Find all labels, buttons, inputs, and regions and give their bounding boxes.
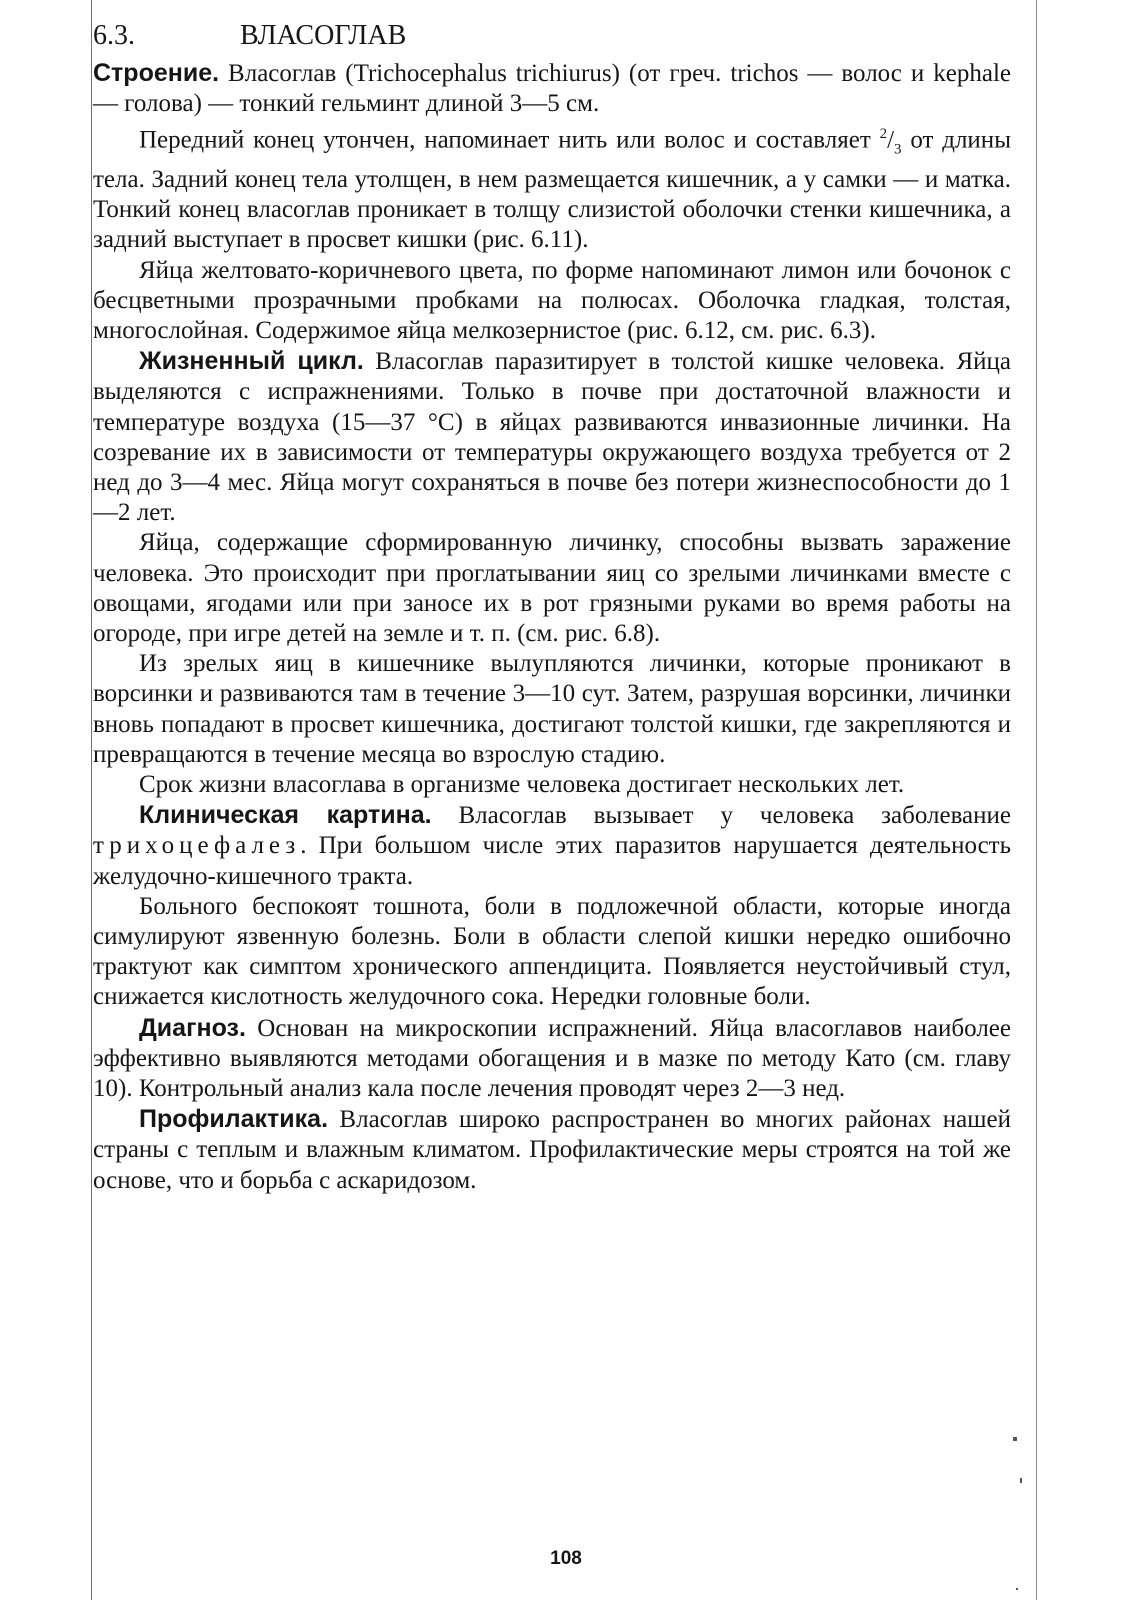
page-edge-right (1036, 0, 1037, 1600)
text-run: Основан на микроскопии испражнений. Яйца власоглавов наиболее эффективно выявляются методами обогащения и в мазке по методу Като (см. главу 10). Контрольный анализ кала после лечения проводят через 2—3 нед. (93, 1014, 1011, 1103)
text-run: / (887, 126, 895, 154)
paragraph (93, 346, 1011, 528)
paragraph (93, 119, 1011, 255)
text-run: Яйца, содержащие сформированную личинку, способны вызвать заражение человека. Это происходит при проглатывании яиц со зрелыми личинками вместе с овощами, ягодами или при заносе их в рот грязными руками во время работы на огороде, при игре детей на земле и т. п. (см. рис. 6.8). (93, 529, 1011, 647)
paragraph (93, 1104, 1011, 1196)
text-run: Власоглав вызывает у человека заболевание (431, 802, 1011, 830)
fraction-part: 2 (879, 126, 888, 143)
paragraph (93, 800, 1011, 892)
run-in-heading: Диагноз. (139, 1013, 246, 1042)
section-title: ВЛАСОГЛАВ (240, 20, 407, 51)
paragraph (93, 58, 1011, 119)
text-run: Срок жизни власоглава в организме человека достигает нескольких лет. (139, 771, 905, 798)
text-run: Яйца желтовато-коричневого цвета, по форме напоминают лимон или бочонок с бесцветными прозрачными пробками на полюсах. Оболочка гладкая, толстая, многослойная. Содержимое яйца мелкозернистое (рис. 6.12, см. рис. 6.3). (93, 256, 1011, 344)
spaced-term: трихоцефалез (93, 832, 301, 860)
text-run: . При большом числе этих паразитов нарушается деятельность желудочно-кишечного тракта. (93, 832, 1011, 890)
text-run: от длины тела. Задний конец тела утолщен, в нем размещается кишечник, а у самки — и матка. Тонкий конец власоглав проникает в толщу слизистой оболочки стенки кишечника, а задний выступает в просвет кишки (рис. 6.11). (93, 126, 1011, 254)
run-in-heading: Жизненный цикл. (139, 347, 364, 376)
scan-speck (1013, 1437, 1017, 1441)
text-run: Передний конец утончен, напоминает нить или волос и составляет (139, 126, 880, 154)
section-number: 6.3. (93, 20, 135, 51)
paragraph (93, 1013, 1011, 1105)
scan-speck (1016, 1588, 1018, 1590)
paragraph (93, 649, 1011, 770)
section-heading (93, 16, 1011, 56)
run-in-heading: Профилактика. (139, 1105, 329, 1134)
text-run: Больного беспокоят тошнота, боли в подложечной области, которые иногда симулируют язвенную болезнь. Боли в области слепой кишки нередко ошибочно трактуют как симптом хронического аппендицита. Появляется неустойчивый стул, снижается кислотность желудочного сока. Нередки головные боли. (93, 892, 1011, 1011)
paragraph (93, 528, 1011, 649)
body-text (93, 58, 1011, 1196)
text-run: Власоглав (Trichocephalus trichiurus) (от греч. trichos — волос и kephale — голова) — тонкий гельминт длиной 3—5 см. (93, 60, 1011, 118)
paragraph (93, 256, 1011, 347)
run-in-heading: Клиническая картина. (139, 801, 432, 830)
paragraph (93, 892, 1011, 1013)
book-page (93, 16, 1011, 1196)
text-run: Власоглав широко распространен во многих районах нашей страны с теплым и влажным климатом. Профилактические меры строятся на той же основе, что и борьба с аскаридозом. (93, 1106, 1011, 1194)
page-number: 108 (550, 1548, 582, 1569)
text-run: Власоглав паразитирует в толстой кишке человека. Яйца выделяются с испражнениями. Только в почве при достаточной влажности и температуре воздуха (15—37 °С) в яйцах развиваются инвазионные личинки. На созревание их в зависимости от температуры окружающего воздуха требуется от 2 нед до 3—4 мес. Яйца могут сохраняться в почве без потери жизнеспособности до 1—2 лет. (93, 348, 1011, 527)
fraction-part: 3 (894, 141, 902, 158)
page-edge-left (91, 0, 92, 1600)
run-in-heading: Строение. (93, 59, 220, 87)
text-run: Из зрелых яиц в кишечнике вылупляются личинки, которые проникают в ворсинки и развиваются там в течение 3—10 сут. Затем, разрушая ворсинки, личинки вновь попадают в просвет кишечника, достигают толстой кишки, где закрепляются и превращаются в течение месяца во взрослую стадию. (93, 650, 1011, 768)
scan-speck (1020, 1478, 1022, 1483)
paragraph (93, 770, 1011, 800)
